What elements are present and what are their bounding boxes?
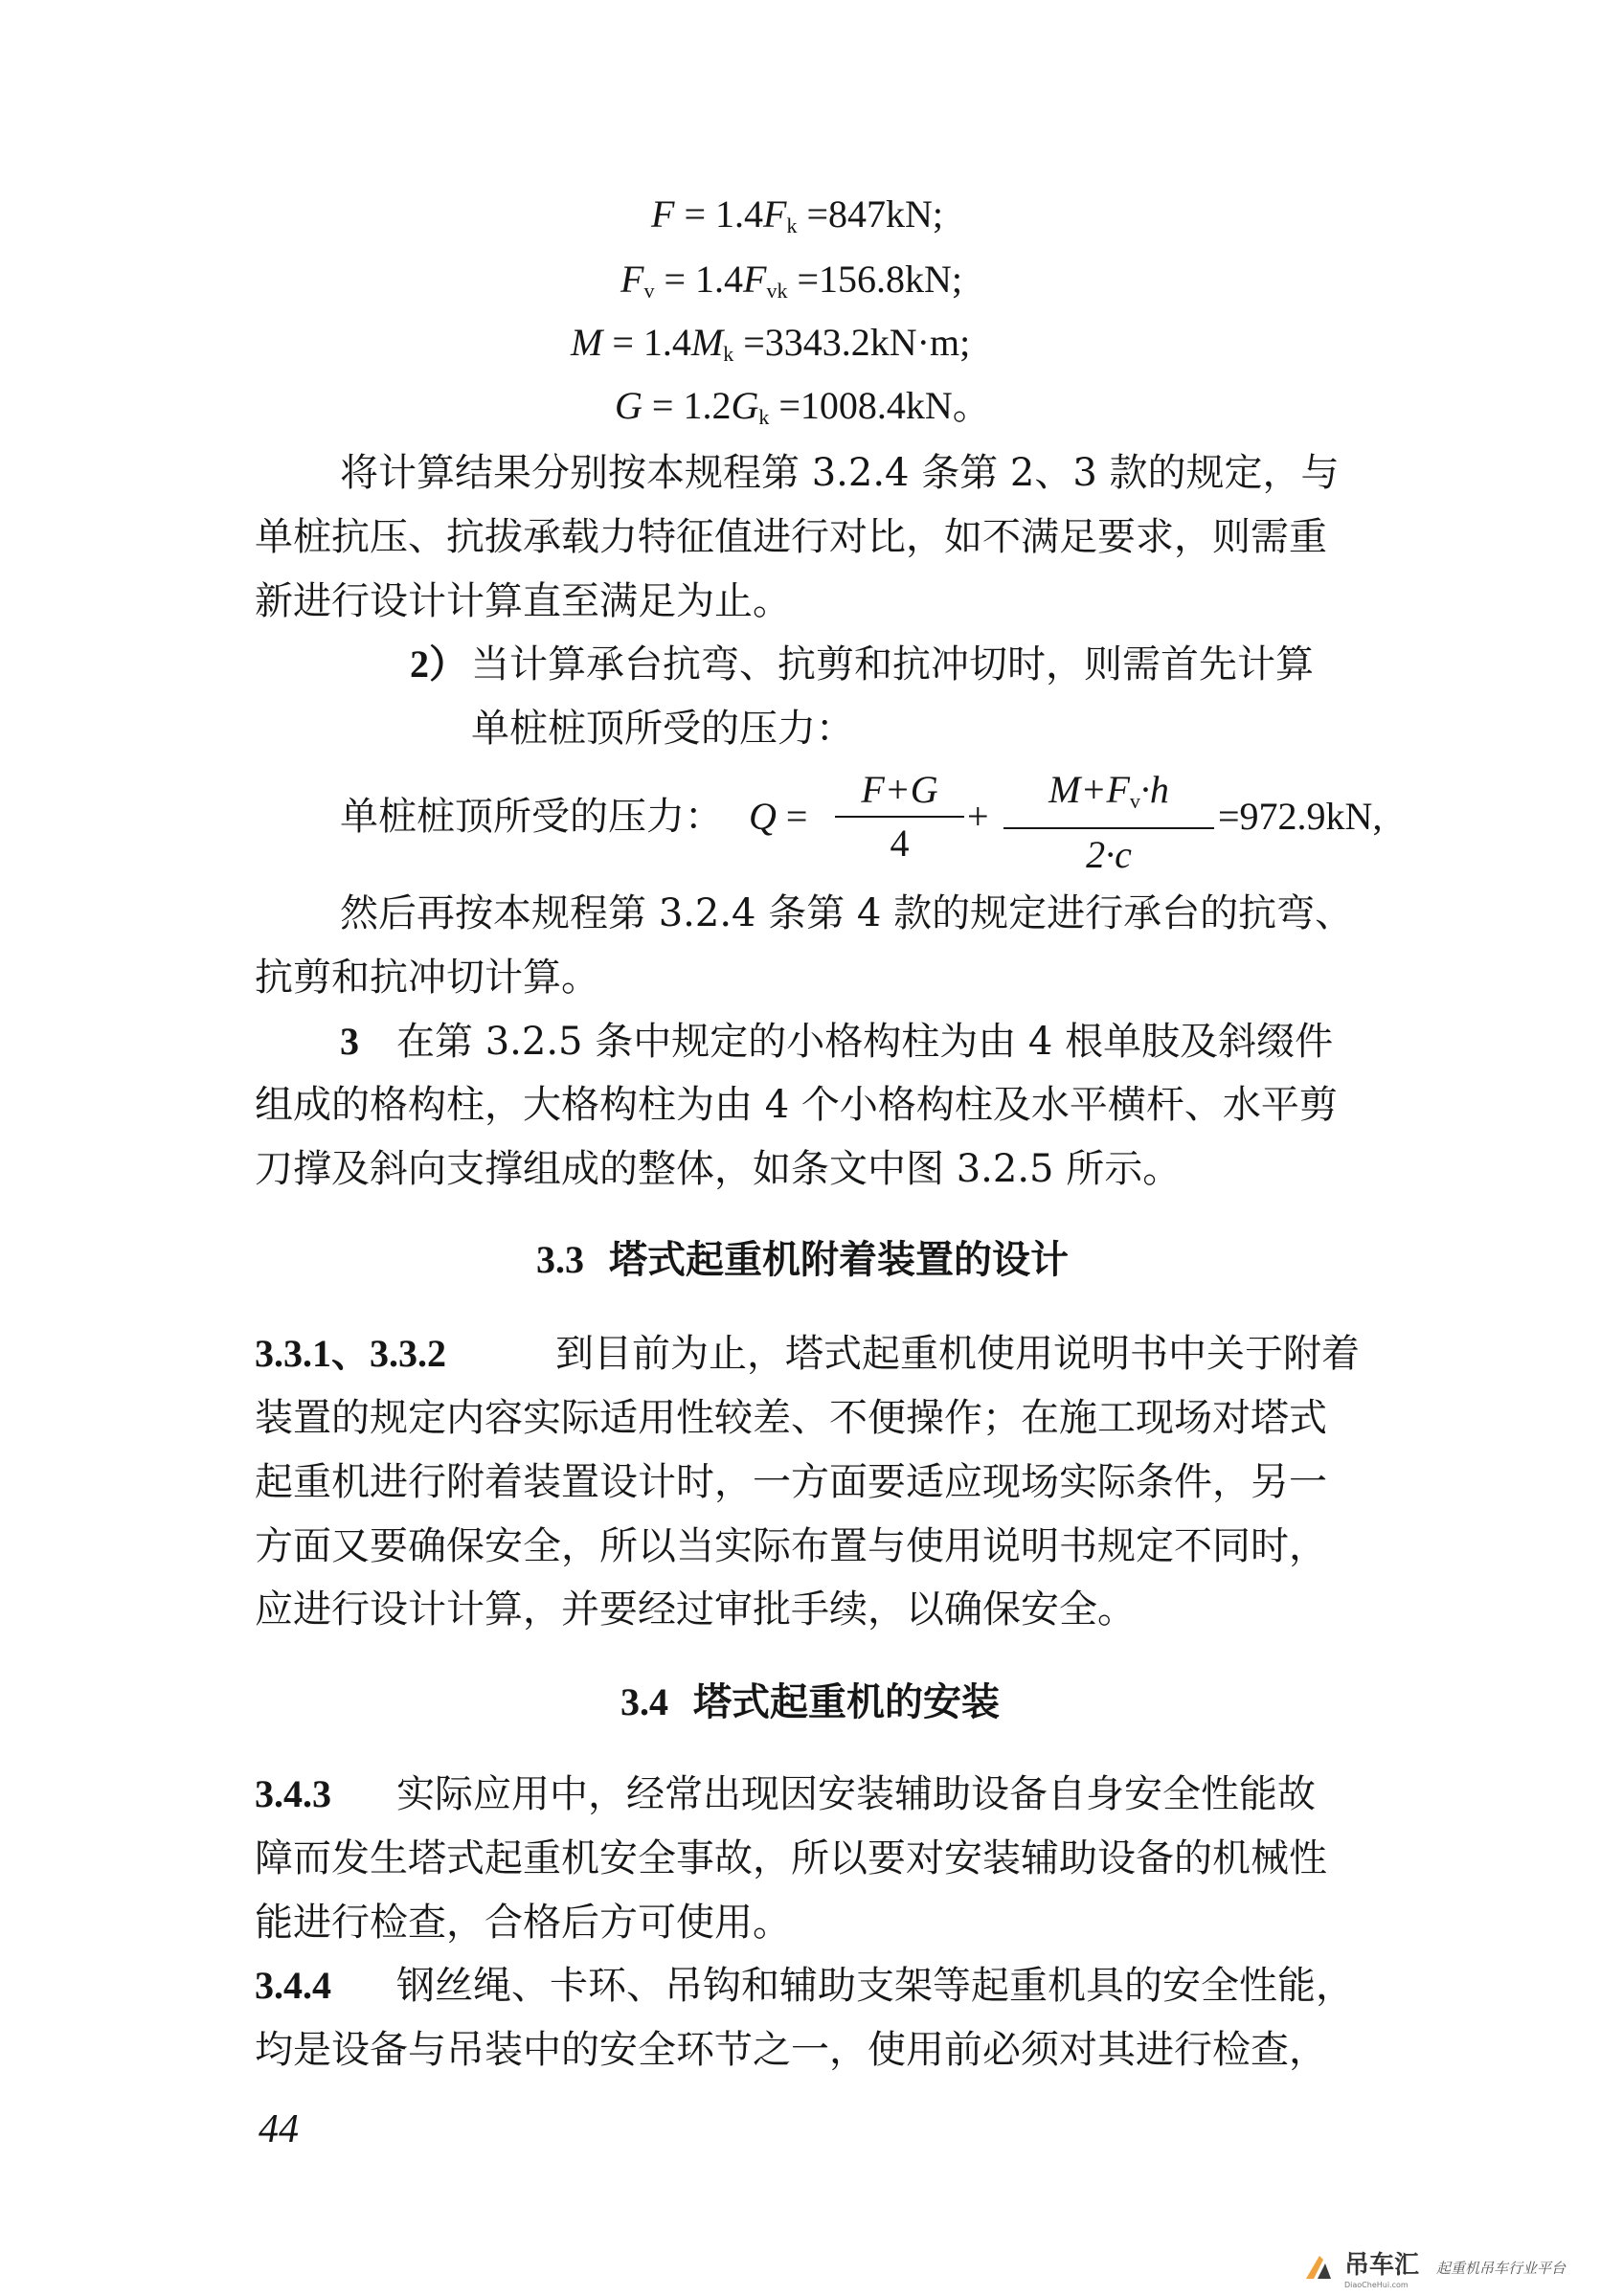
paragraph-line: 单桩抗压、抗拔承载力特征值进行对比，如不满足要求，则需重 <box>255 515 1327 559</box>
formula-lhs-sub: v <box>643 279 655 303</box>
formula-lhs: F <box>620 258 644 301</box>
q-symbol: Q <box>749 795 777 838</box>
paragraph-line: 障而发生塔式起重机安全事故，所以要对安装辅助设备的机械性 <box>255 1836 1327 1880</box>
formula-lhs: F <box>651 192 675 236</box>
paragraph-line: 单桩桩顶所受的压力： <box>471 707 854 751</box>
formula-rhs: =156.8kN; <box>797 258 962 301</box>
watermark-slogan: 起重机吊车行业平台 <box>1436 2259 1567 2277</box>
equation-result: =972.9kN, <box>1218 795 1383 838</box>
formula-rhs: =847kN; <box>806 192 943 236</box>
page-number: 44 <box>259 2107 299 2151</box>
fraction-bar <box>835 816 964 818</box>
formula-3: $M = 1.4M_k =3343.2kN\cdot m$; <box>571 321 971 366</box>
watermark <box>1302 2245 1566 2289</box>
fraction-2-numerator-a: M+F <box>1048 768 1130 811</box>
fraction-2 <box>1003 766 1214 879</box>
formula-sym: G <box>731 384 759 427</box>
fraction-2-numerator-b: ·h <box>1139 768 1169 811</box>
section-title: 塔式起重机的安装 <box>693 1679 1000 1724</box>
section-number: 3.3 <box>536 1238 584 1281</box>
fraction-bar <box>1003 827 1214 829</box>
formula-sub: k <box>758 405 770 429</box>
formula-coef: 1.4 <box>715 192 763 236</box>
paragraph-line: 抗剪和抗冲切计算。 <box>255 956 599 1000</box>
formula-sub: k <box>786 214 798 237</box>
section-number: 3.4 <box>620 1680 668 1723</box>
formula-coef: 1.2 <box>683 384 732 427</box>
paragraph-line: 在第 3.2.5 条中规定的小格构柱为由 4 根单肢及斜缀件 <box>396 1020 1334 1064</box>
formula-sub: vk <box>766 279 788 303</box>
formula-coef: 1.4 <box>695 258 743 301</box>
paragraph-line: 起重机进行附着装置设计时，一方面要适应现场实际条件，另一 <box>255 1460 1327 1504</box>
paragraph-line: 组成的格构柱，大格构柱为由 4 个小格构柱及水平横杆、水平剪 <box>255 1083 1338 1127</box>
formula-lhs: G <box>615 384 642 427</box>
formula-rhs: =3343.2kN·m; <box>743 321 971 364</box>
section-heading-3-3 <box>536 1233 1069 1287</box>
formula-sym: F <box>743 258 767 301</box>
paragraph-line: 应进行设计计算，并要经过审批手续，以确保安全。 <box>255 1587 1136 1632</box>
formula-1: $F = 1.4F_k =847kN$; <box>651 192 943 237</box>
equation-q-symbol: Q = <box>749 795 808 838</box>
formula-sym: F <box>763 192 787 236</box>
paragraph-line: 刀撑及斜向支撑组成的整体，如条文中图 3.2.5 所示。 <box>255 1147 1182 1191</box>
formula-rhs: =1008.4kN。 <box>778 384 991 427</box>
equation-label: 单桩桩顶所受的压力： <box>340 795 723 839</box>
watermark-logo-icon <box>1302 2250 1337 2285</box>
paragraph-line: 到目前为止，塔式起重机使用说明书中关于附着 <box>555 1332 1360 1376</box>
paragraph-line: 当计算承台抗弯、抗剪和抗冲切时，则需首先计算 <box>471 642 1314 687</box>
paragraph-line: 钢丝绳、卡环、吊钩和辅助支架等起重机具的安全性能， <box>396 1964 1354 2008</box>
watermark-subtitle: DiaoCheHui.com <box>1344 2281 1409 2289</box>
watermark-text <box>1344 2245 1419 2289</box>
list-number: 3 <box>340 1020 359 1063</box>
watermark-title: 吊车汇 <box>1344 2251 1420 2280</box>
formula-coef: 1.4 <box>642 321 691 364</box>
formula-2: $F_v = 1.4F_{vk} =156.8kN$; <box>620 258 962 303</box>
fraction-1-denominator: 4 <box>890 822 910 865</box>
clause-number: 3.4.4 <box>255 1964 331 2007</box>
fraction-1-numerator: F+G <box>861 768 938 811</box>
paragraph-line: 均是设备与吊装中的安全环节之一，使用前必须对其进行检查， <box>255 2028 1327 2072</box>
plus-sign: + <box>967 795 989 838</box>
paragraph-line: 能进行检查，合格后方可使用。 <box>255 1901 791 1945</box>
paragraph-line: 然后再按本规程第 3.2.4 条第 4 款的规定进行承台的抗弯、 <box>340 891 1354 935</box>
paragraph-line: 实际应用中，经常出现因安装辅助设备自身安全性能故 <box>396 1772 1316 1816</box>
paragraph-line: 将计算结果分别按本规程第 3.2.4 条第 2、3 款的规定，与 <box>340 451 1340 495</box>
formula-lhs: M <box>571 321 603 364</box>
fraction-2-numerator-sub: v <box>1129 789 1140 813</box>
fraction-1 <box>835 766 964 867</box>
section-title: 塔式起重机附着装置的设计 <box>609 1237 1069 1282</box>
section-heading-3-4 <box>620 1676 1000 1729</box>
paragraph-line: 方面又要确保安全，所以当实际布置与使用说明书规定不同时， <box>255 1524 1327 1568</box>
list-number: 2） <box>410 642 467 686</box>
formula-4: $G = 1.2G_k =1008.4kN$。 <box>615 384 991 429</box>
clause-number: 3.4.3 <box>255 1772 331 1815</box>
clause-number: 3.3.1、3.3.2 <box>255 1332 446 1375</box>
formula-sub: k <box>723 342 734 366</box>
paragraph-line: 装置的规定内容实际适用性较差、不便操作；在施工现场对塔式 <box>255 1396 1327 1440</box>
formula-sym: M <box>690 321 724 364</box>
fraction-2-denominator: 2·c <box>1086 833 1132 876</box>
paragraph-line: 新进行设计计算直至满足为止。 <box>255 579 791 623</box>
